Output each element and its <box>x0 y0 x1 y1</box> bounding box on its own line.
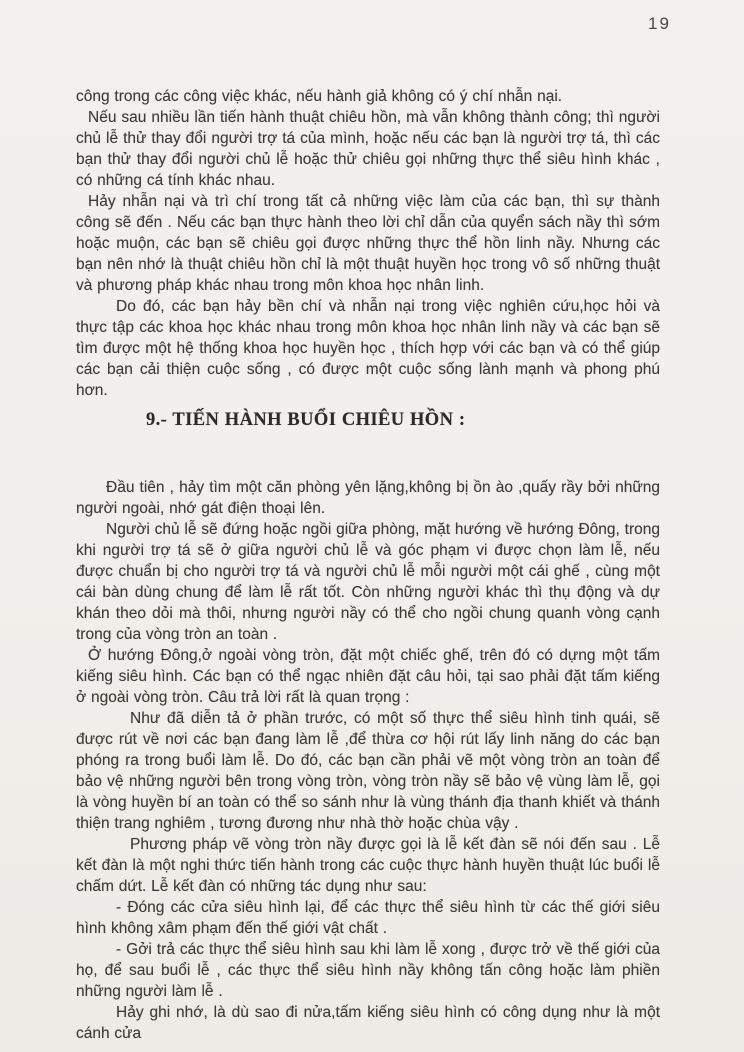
paragraph: Do đó, các bạn hảy bền chí và nhẫn nại trong việc nghiên cứu,học hỏi và thực tập các khoa học khác nhau trong môn khoa học nhân linh nầy và các bạn sẽ tìm được một hệ thống khoa học huyền học , thích hợp với các bạn và có thể giúp các bạn cải thiện cuộc sống , có được một cuộc sống lành mạnh và phong phú hơn. <box>76 298 660 399</box>
paragraph-continuation: công trong các công việc khác, nếu hành giả không có ý chí nhẫn nại. <box>76 88 563 105</box>
paragraph: Như đã diễn tả ở phần trước, có một số thực thể siêu hình tinh quái, sẽ được rút về nơi các bạn đang làm lễ ,để thừa cơ hội rút lấy linh năng do các bạn phóng ra trong buổi làm lễ. Do đó, các bạn cần phải vẽ một vòng tròn an toàn để bảo vệ những người bên trong vòng tròn, vòng tròn nầy sẽ bảo vệ vùng làm lễ, gọi là vòng huyền bí an toàn có thể so sánh như là vùng thánh địa thanh khiết và thánh thiện trang nghiêm , tương đương như nhà thờ hoặc chùa vậy . <box>76 710 660 832</box>
paragraph: Đầu tiên , hảy tìm một căn phòng yên lặng,không bị ồn ào ,quấy rầy bởi những người ngoài, nhớ gát điện thoại lên. <box>76 479 660 517</box>
page-number: 19 <box>648 14 671 33</box>
text-column <box>76 86 660 1044</box>
list-item-dash: - Gởi trả các thực thể siêu hình sau khi làm lễ xong , được trở về thế giới của họ, để sau buổi lễ , các thực thể siêu hình nầy không tấn công hoặc làm phiền những người làm lễ . <box>76 941 660 1000</box>
list-item-dash: - Đóng các cửa siêu hình lại, để các thực thể siêu hình từ các thế giới siêu hình không xâm phạm đến thế giới vật chất . <box>76 899 660 937</box>
paragraph: Người chủ lễ sẽ đứng hoặc ngồi giữa phòng, mặt hướng về hướng Đông, trong khi người trợ tá sẽ ở giữa người chủ lễ và góc phạm vi được chọn làm lễ, nếu được chuẩn bị cho người trợ tá và người chủ lễ mỗi người một cái ghế , cùng một cái bàn dùng chung để làm lễ rất tốt. Còn những người khác thì thụ động và dự khán theo dỏi mà thôi, nhưng người nầy có thể cho ngồi chung quanh vòng cạnh trong của vòng tròn an toàn . <box>76 521 660 643</box>
paragraph: Ở hướng Đông,ở ngoài vòng tròn, đặt một chiếc ghế, trên đó có dựng một tấm kiếng siêu hình. Các bạn có thể ngạc nhiên đặt câu hỏi, tại sao phải đặt tấm kiếng ở ngoài vòng tròn. Câu trả lời rất là quan trọng : <box>76 647 660 706</box>
paragraph: Phương pháp vẽ vòng tròn nầy được gọi là lễ kết đàn sẽ nói đến sau . Lễ kết đàn là một nghi thức tiến hành trong các cuộc thực hành huyền thuật lúc buổi lễ chấm dứt. Lễ kết đàn có những tác dụng như sau: <box>76 836 660 895</box>
paragraph: Hảy ghi nhớ, là dù sao đi nửa,tấm kiếng siêu hình có công dụng như là một cánh cửa <box>76 1004 660 1042</box>
paragraph: Nếu sau nhiều lần tiến hành thuật chiêu hồn, mà vẫn không thành công; thì người chủ lễ thử thay đổi người trợ tá của mình, hoặc nếu các bạn là người trợ tá, thì các bạn thử thay đổi người chủ lễ hoặc thử chiêu gọi những thực thể siêu hình khác , có những cá tính khác nhau. <box>76 109 660 189</box>
paragraph: Hảy nhẫn nại và trì chí trong tất cả những việc làm của các bạn, thì sự thành công sẽ đến . Nếu các bạn thực hành theo lời chỉ dẫn của quyển sách nầy thì sớm hoặc muộn, các bạn sẽ chiêu gọi được những thực thể hồn linh nầy. Nhưng các bạn nên nhớ là thuật chiêu hồn chỉ là một thuật huyền học trong vô số những thuật và phương pháp khác nhau trong môn khoa học nhân linh. <box>76 193 660 294</box>
section-heading: 9.- TIẾN HÀNH BUỔI CHIÊU HỒN : <box>146 410 466 430</box>
